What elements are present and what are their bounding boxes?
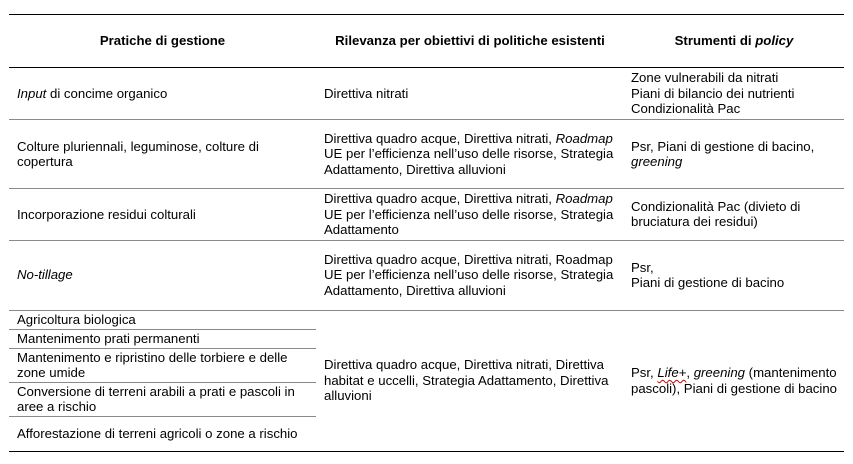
- cell-pratica: Mantenimento e ripristino delle torbiere e delle zone umide: [9, 348, 316, 382]
- table-row: [9, 120, 844, 189]
- cell-strumenti: [624, 120, 844, 189]
- pratica-italic: Input: [17, 85, 47, 101]
- table-row: [9, 189, 844, 241]
- header-pratiche: Pratiche di gestione: [9, 15, 316, 68]
- header-strumenti: [624, 15, 844, 68]
- rilevanza-text: UE per l’efficienza nell’uso delle risorse, Strategia Adattamento: [324, 206, 614, 237]
- strumenti-life-italic: Life+: [657, 365, 687, 380]
- cell-pratica: Colture pluriennali, leguminose, colture di copertura: [9, 120, 316, 189]
- strumento-line: Piani di gestione di bacino: [631, 275, 785, 290]
- pratica-italic: No-tillage: [17, 267, 73, 283]
- header-rilevanza: Rilevanza per obiettivi di politiche esistenti: [316, 15, 624, 68]
- table-row: [9, 240, 844, 310]
- cell-pratica: [9, 68, 316, 120]
- rilevanza-italic: Roadmap: [555, 130, 613, 146]
- header-strumenti-prefix: Strumenti di: [674, 33, 756, 49]
- table-row: [9, 310, 844, 329]
- cell-pratica: Conversione di terreni arabili a prati e pascoli in aree a rischio: [9, 382, 316, 416]
- strumenti-text: Psr,: [631, 365, 658, 380]
- strumento-line: Psr,: [631, 259, 654, 275]
- rilevanza-text: Direttiva quadro acque, Direttiva nitrati,: [324, 191, 556, 206]
- rilevanza-text: UE per l’efficienza nell’uso delle risorse, Strategia Adattamento, Direttiva alluvioni: [324, 146, 614, 177]
- strumenti-italic: greening: [693, 365, 746, 380]
- rilevanza-text: Direttiva quadro acque, Direttiva nitrati,: [324, 130, 556, 146]
- cell-strumenti: Condizionalità Pac (divieto di bruciatura dei residui): [624, 189, 844, 241]
- cell-strumenti-group: [624, 310, 844, 451]
- strumento-line: Piani di bilancio dei nutrienti: [631, 85, 795, 101]
- cell-rilevanza: [316, 120, 624, 189]
- cell-pratica: Agricoltura biologica: [9, 310, 316, 329]
- rilevanza-italic: Roadmap: [555, 191, 613, 206]
- cell-pratica: Incorporazione residui colturali: [9, 189, 316, 241]
- pratica-text: di concime organico: [46, 85, 168, 101]
- header-row: [9, 15, 844, 68]
- cell-rilevanza: [316, 189, 624, 241]
- strumenti-text: (mantenimento pascoli), Piani di gestione di bacino: [631, 365, 837, 396]
- practices-table: [9, 14, 844, 452]
- table-row: [9, 68, 844, 120]
- cell-rilevanza: Direttiva quadro acque, Direttiva nitrati, Roadmap UE per l’efficienza nell’uso delle risorse, Strategia Adattamento, Direttiva alluvioni: [316, 240, 624, 310]
- cell-rilevanza: Direttiva nitrati: [316, 68, 624, 120]
- strumenti-text: Psr, Piani di gestione di bacino,: [631, 138, 815, 154]
- strumenti-text: ,: [686, 365, 694, 380]
- strumento-line: Zone vulnerabili da nitrati: [631, 70, 779, 86]
- cell-pratica: Afforestazione di terreni agricoli o zone a rischio: [9, 416, 316, 451]
- cell-strumenti: [624, 68, 844, 120]
- strumento-line: Condizionalità Pac: [631, 101, 741, 117]
- cell-strumenti: [624, 240, 844, 310]
- cell-pratica: Mantenimento prati permanenti: [9, 329, 316, 348]
- cell-pratica: [9, 240, 316, 310]
- strumenti-italic: greening: [631, 154, 683, 169]
- header-strumenti-italic: policy: [755, 33, 794, 49]
- cell-rilevanza-group: Direttiva quadro acque, Direttiva nitrati, Direttiva habitat e uccelli, Strategia Adattamento, Direttiva alluvioni: [316, 310, 624, 451]
